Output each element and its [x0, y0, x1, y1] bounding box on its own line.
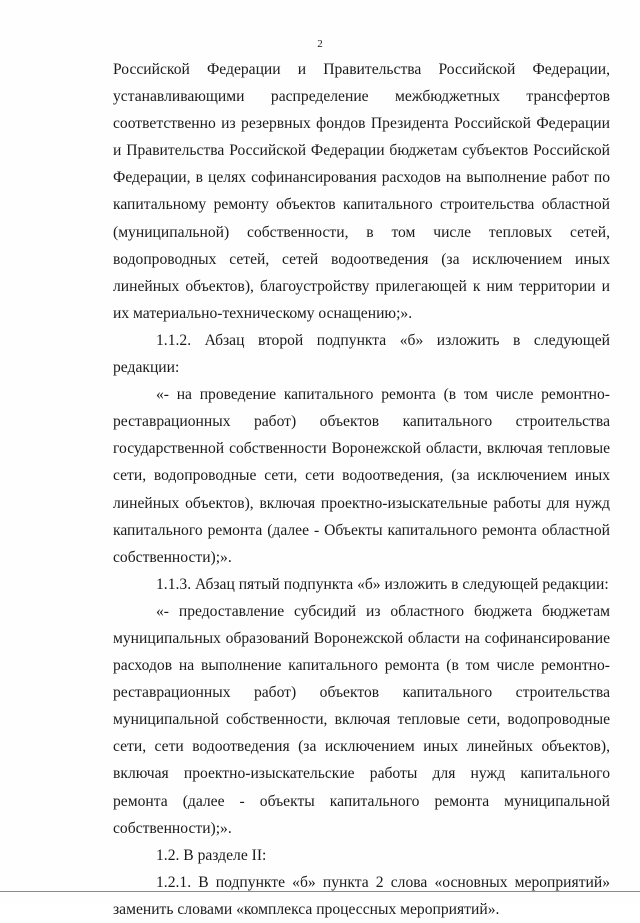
footer-divider	[0, 891, 640, 892]
page-number: 2	[317, 38, 323, 50]
paragraph-continuation: Российской Федерации и Правительства Российской Федерации, устанавливающими распределение межбюджетных трансфертов соответственно из резервных фондов Президента Российской Федерации и Правительства Российской Федерации бюджетам субъектов Российской Федерации, в целях софинансирования расходов на выполнение работ по капитальному ремонту объектов капитального строительства областной (муниципальной) собственности, в том числе тепловых сетей, водопроводных сетей, сетей водоотведения (за исключением иных линейных объектов), благоустройству прилегающей к ним территории и их материально-техническому оснащению;».	[113, 61, 610, 322]
paragraph-1-1-2: 1.1.2. Абзац второй подпункта «б» изложить в следующей редакции:	[113, 331, 610, 377]
paragraph-1-2-1: 1.2.1. В подпункте «б» пункта 2 слова «основных мероприятий» заменить словами «комплекса процессных мероприятий».	[113, 873, 610, 918]
paragraph-1-2: 1.2. В разделе II:	[156, 846, 267, 864]
paragraph-quote-1: «- на проведение капитального ремонта (в том числе ремонтно-реставрационных работ) объектов капитального строительства государственной собственности Воронежской области, включая тепловые сети, водопроводные сети, сети водоотведения, (за исключением иных линейных объектов), включая проектно-изыскательные работы для нужд капитального ремонта (далее - Объекты капитального ремонта областной собственности);».	[113, 386, 610, 566]
paragraph-quote-2: «- предоставление субсидий из областного бюджета бюджетам муниципальных образований Воронежской области на софинансирование расходов на выполнение капитального ремонта (в том числе ремонтно-реставрационных работ) объектов капитального строительства муниципальной собственности, включая тепловые сети, водопроводные сети, сети водоотведения (за исключением иных линейных объектов), включая проектно-изыскательские работы для нужд капитального ремонта (далее - объекты капитального ремонта муниципальной собственности);».	[113, 602, 610, 837]
paragraph-1-1-3: 1.1.3. Абзац пятый подпункта «б» изложить в следующей редакции:	[156, 575, 609, 593]
document-body	[113, 56, 610, 923]
